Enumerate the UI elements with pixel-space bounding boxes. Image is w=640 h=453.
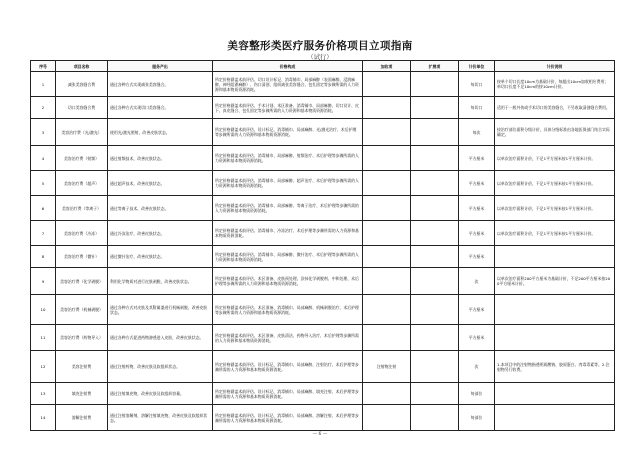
header-pricing-notes: 计价说明 — [495, 61, 615, 72]
cell-item-name: 美容注射费 — [56, 351, 108, 383]
cell-pricing-notes: 以单次治疗面积200平方厘米为基础计价，不足200平方厘米按200平方厘米计价。 — [495, 268, 615, 295]
cell-unit: 平方厘米 — [459, 196, 495, 221]
cell-index: 10 — [31, 295, 56, 325]
cell-extension — [411, 146, 459, 171]
cell-price-composition: 所定价格涵盖术前评估、设计标记、消毒铺巾、局部麻醉、光/激光治疗、术后护理等步骤所需的人力资源和基本物质资源消耗。 — [213, 119, 363, 146]
cell-service-output: 通过射频技术，改善皮肤状态。 — [108, 146, 213, 171]
cell-pricing-notes: 适用于一般外伤或手术切口的美容缝合，不另收取清创缝合费用。 — [495, 97, 615, 119]
cell-unit: 每次 — [459, 119, 495, 146]
cell-surcharge — [363, 268, 411, 295]
cell-service-output: 通过各种方式实现减张美容缝合。 — [108, 72, 213, 97]
cell-unit: 平方厘米 — [459, 221, 495, 246]
cell-index: 5 — [31, 171, 56, 196]
cell-extension — [411, 119, 459, 146]
cell-extension — [411, 325, 459, 351]
cell-pricing-notes — [495, 325, 615, 351]
document-subtitle: （试行） — [307, 54, 333, 61]
cell-unit: 次 — [459, 268, 495, 295]
cell-index: 2 — [31, 97, 56, 119]
pricing-table — [30, 60, 615, 431]
cell-surcharge — [363, 72, 411, 97]
cell-extension — [411, 405, 459, 431]
cell-index: 6 — [31, 196, 56, 221]
header-surcharge: 加收项 — [363, 61, 411, 72]
cell-service-output: 通过冷冻治疗，改善皮肤状态。 — [108, 221, 213, 246]
cell-extension — [411, 72, 459, 97]
table-row — [31, 146, 615, 171]
cell-index: 12 — [31, 351, 56, 383]
cell-extension — [411, 196, 459, 221]
cell-pricing-notes: 以单次治疗面积计价，不足1平方厘米按1平方厘米计价。 — [495, 221, 615, 246]
cell-pricing-notes: 按单个切口长度10cm为基础计价，每超出10cm加收相应费用；单切口长度不足10cm的按10cm计价。 — [495, 72, 615, 97]
cell-unit: 平方厘米 — [459, 171, 495, 196]
cell-service-output: 通过注射药物，改善皮肤及软组织状态。 — [108, 351, 213, 383]
cell-price-composition: 所定价格涵盖术前评估、术区准备、皮肤清洁、药物导入治疗、术后护理等步骤所需的人力资源和基本物质资源消耗。 — [213, 325, 363, 351]
header-extension: 扩展项 — [411, 61, 459, 72]
cell-pricing-notes: 以单次治疗面积计价，不足1平方厘米按1平方厘米计价。 — [495, 196, 615, 221]
cell-price-composition: 所定价格涵盖术前评估、设计标记、消毒铺巾、局部麻醉、溶解注射、术后护理等步骤所需的人力资源和基本物质资源消耗。 — [213, 405, 363, 431]
cell-extension — [411, 268, 459, 295]
cell-extension — [411, 171, 459, 196]
table-row — [31, 268, 615, 295]
cell-surcharge — [363, 325, 411, 351]
cell-extension — [411, 295, 459, 325]
cell-pricing-notes: 以单次治疗面积计价，不足1平方厘米按1平方厘米计价。 — [495, 146, 615, 171]
cell-unit: 每部位 — [459, 405, 495, 431]
cell-index: 14 — [31, 405, 56, 431]
document-title: 美容整形类医疗服务价格项目立项指南 — [227, 40, 413, 52]
header-service-output: 服务产出 — [108, 61, 213, 72]
cell-price-composition: 所定价格涵盖术前评估、消毒铺巾、局部麻醉、微针治疗、术后护理等步骤所需的人力资源和基本物质资源消耗。 — [213, 246, 363, 268]
cell-unit: 每部位 — [459, 383, 495, 405]
cell-unit: 平方厘米 — [459, 325, 495, 351]
table-row — [31, 405, 615, 431]
cell-extension — [411, 246, 459, 268]
table-row — [31, 196, 615, 221]
table-row — [31, 221, 615, 246]
cell-surcharge — [363, 146, 411, 171]
cell-item-name: 美容治疗费（等离子） — [56, 196, 108, 221]
cell-price-composition: 所定价格涵盖术前评估、设计标记、消毒铺巾、局部麻醉、注射治疗、术后护理等步骤所需的人力资源和基本物质资源消耗。 — [213, 351, 363, 383]
cell-index: 9 — [31, 268, 56, 295]
cell-item-name: 切口美容缝合费 — [56, 97, 108, 119]
cell-item-name: 美容治疗费（超声） — [56, 171, 108, 196]
cell-extension — [411, 351, 459, 383]
cell-item-name: 美容治疗费（机械剥脱） — [56, 295, 108, 325]
table-header-row — [31, 61, 615, 72]
cell-service-output: 通过注射填充物，改善皮肤及软组织容量。 — [108, 383, 213, 405]
header-item-name: 项目名称 — [56, 61, 108, 72]
cell-service-output: 通过各种方式对皮肤及其附属器进行机械剥脱，改善皮肤状态。 — [108, 295, 213, 325]
cell-surcharge — [363, 383, 411, 405]
cell-item-name: 美容治疗费（化学剥脱） — [56, 268, 108, 295]
table-row — [31, 325, 615, 351]
cell-item-name: 填充注射费 — [56, 383, 108, 405]
cell-surcharge — [363, 171, 411, 196]
cell-price-composition: 所定价格涵盖术前评估、切口设计标记、消毒铺巾、局部麻醉（表面麻醉、浸润麻醉、神经阻滞麻醉）、伤口清创、组织减张美容缝合、包扎固定等步骤所需的人力资源和基本物质资源消耗。 — [213, 72, 363, 97]
cell-surcharge — [363, 196, 411, 221]
cell-unit: 平方厘米 — [459, 146, 495, 171]
cell-unit: 每切口 — [459, 72, 495, 97]
cell-service-output: 通过各种方式实现切口美容缝合。 — [108, 97, 213, 119]
cell-price-composition: 所定价格涵盖术前评估、消毒铺巾、冷冻治疗、术后护理等步骤所需的人力资源和基本物质资源消耗。 — [213, 221, 363, 246]
table-row — [31, 72, 615, 97]
cell-surcharge — [363, 97, 411, 119]
cell-index: 3 — [31, 119, 56, 146]
cell-unit: 每切口 — [459, 97, 495, 119]
cell-price-composition: 所定价格涵盖术前评估、消毒铺巾、局部麻醉、射频治疗、术后护理等步骤所需的人力资源和基本物质资源消耗。 — [213, 146, 363, 171]
cell-pricing-notes — [495, 405, 615, 431]
page-number: — 6 — — [312, 432, 328, 437]
cell-pricing-notes: 按治疗部位面积分级计价，具体分级标准由各地医保部门结合实际确定。 — [495, 119, 615, 146]
table-row — [31, 246, 615, 268]
cell-price-composition: 所定价格涵盖术前评估、消毒铺巾、局部麻醉、等离子治疗、术后护理等步骤所需的人力资源和基本物质资源消耗。 — [213, 196, 363, 221]
cell-pricing-notes — [495, 383, 615, 405]
table-row — [31, 383, 615, 405]
cell-extension — [411, 221, 459, 246]
cell-surcharge — [363, 119, 411, 146]
cell-service-output: 通过注射溶解剂，溶解注射填充物，改善皮肤及软组织状态。 — [108, 405, 213, 431]
cell-pricing-notes — [495, 295, 615, 325]
cell-service-output: 通过各种方式促进药物渗透进入皮肤，改善皮肤状态。 — [108, 325, 213, 351]
cell-unit: 平方厘米 — [459, 246, 495, 268]
cell-unit: 次 — [459, 351, 495, 383]
cell-surcharge: 注射物注射 — [363, 351, 411, 383]
cell-item-name: 美容治疗费（光/激光） — [56, 119, 108, 146]
cell-pricing-notes: 1.本项目中的注射物指透明质酸钠、胶原蛋白、肉毒毒素等。2.注射物另行收费。 — [495, 351, 615, 383]
cell-price-composition: 所定价格涵盖术前评估、设计标记、消毒铺巾、局部麻醉、填充注射、术后护理等步骤所需的人力资源和基本物质资源消耗。 — [213, 383, 363, 405]
cell-index: 8 — [31, 246, 56, 268]
cell-extension — [411, 383, 459, 405]
cell-price-composition: 所定价格涵盖术前评估、术区准备、皮肤预处理、涂抹化学剥脱剂、中和处理、术后护理等步骤所需的人力资源和基本物质资源消耗。 — [213, 268, 363, 295]
table-row — [31, 295, 615, 325]
cell-index: 7 — [31, 221, 56, 246]
cell-service-output: 通过等离子技术，改善皮肤状态。 — [108, 196, 213, 221]
cell-index: 11 — [31, 325, 56, 351]
cell-price-composition: 所定价格涵盖术前评估、手术计划、术区准备、消毒铺巾、局部麻醉、切口设计、皮下、真皮缝合、包扎固定等步骤所需的人力资源和基本物质资源消耗。 — [213, 97, 363, 119]
cell-item-name: 减张美容缝合费 — [56, 72, 108, 97]
table-row — [31, 119, 615, 146]
table-row — [31, 351, 615, 383]
cell-service-output: 通过超声技术，改善皮肤状态。 — [108, 171, 213, 196]
cell-pricing-notes: 以单次治疗面积计价，不足1平方厘米按1平方厘米计价。 — [495, 171, 615, 196]
cell-index: 4 — [31, 146, 56, 171]
cell-unit: 平方厘米 — [459, 295, 495, 325]
cell-service-output: 通过微针治疗，改善皮肤状态。 — [108, 246, 213, 268]
cell-index: 13 — [31, 383, 56, 405]
cell-item-name: 美容治疗费（射频） — [56, 146, 108, 171]
table-row — [31, 97, 615, 119]
cell-item-name: 溶解注射费 — [56, 405, 108, 431]
header-price-composition: 价格构成 — [213, 61, 363, 72]
cell-index: 1 — [31, 72, 56, 97]
cell-price-composition: 所定价格涵盖术前评估、术区准备、消毒铺巾、局部麻醉、机械剥脱治疗、术后护理等步骤所需的人力资源和基本物质资源消耗。 — [213, 295, 363, 325]
cell-service-output: 使用光/激光照射，改善皮肤状态。 — [108, 119, 213, 146]
table-row — [31, 171, 615, 196]
cell-surcharge — [363, 246, 411, 268]
cell-extension — [411, 97, 459, 119]
cell-service-output: 利用化学物质对进行皮肤剥脱，改善皮肤状态。 — [108, 268, 213, 295]
cell-surcharge — [363, 405, 411, 431]
cell-price-composition: 所定价格涵盖术前评估、消毒铺巾、局部麻醉、超声治疗、术后护理等步骤所需的人力资源和基本物质资源消耗。 — [213, 171, 363, 196]
cell-pricing-notes — [495, 246, 615, 268]
header-unit: 计价单位 — [459, 61, 495, 72]
cell-surcharge — [363, 295, 411, 325]
header-index: 序号 — [31, 61, 56, 72]
cell-item-name: 美容治疗费（冷冻） — [56, 221, 108, 246]
cell-item-name: 美容治疗费（药物导入） — [56, 325, 108, 351]
cell-surcharge — [363, 221, 411, 246]
cell-item-name: 美容治疗费（微针） — [56, 246, 108, 268]
